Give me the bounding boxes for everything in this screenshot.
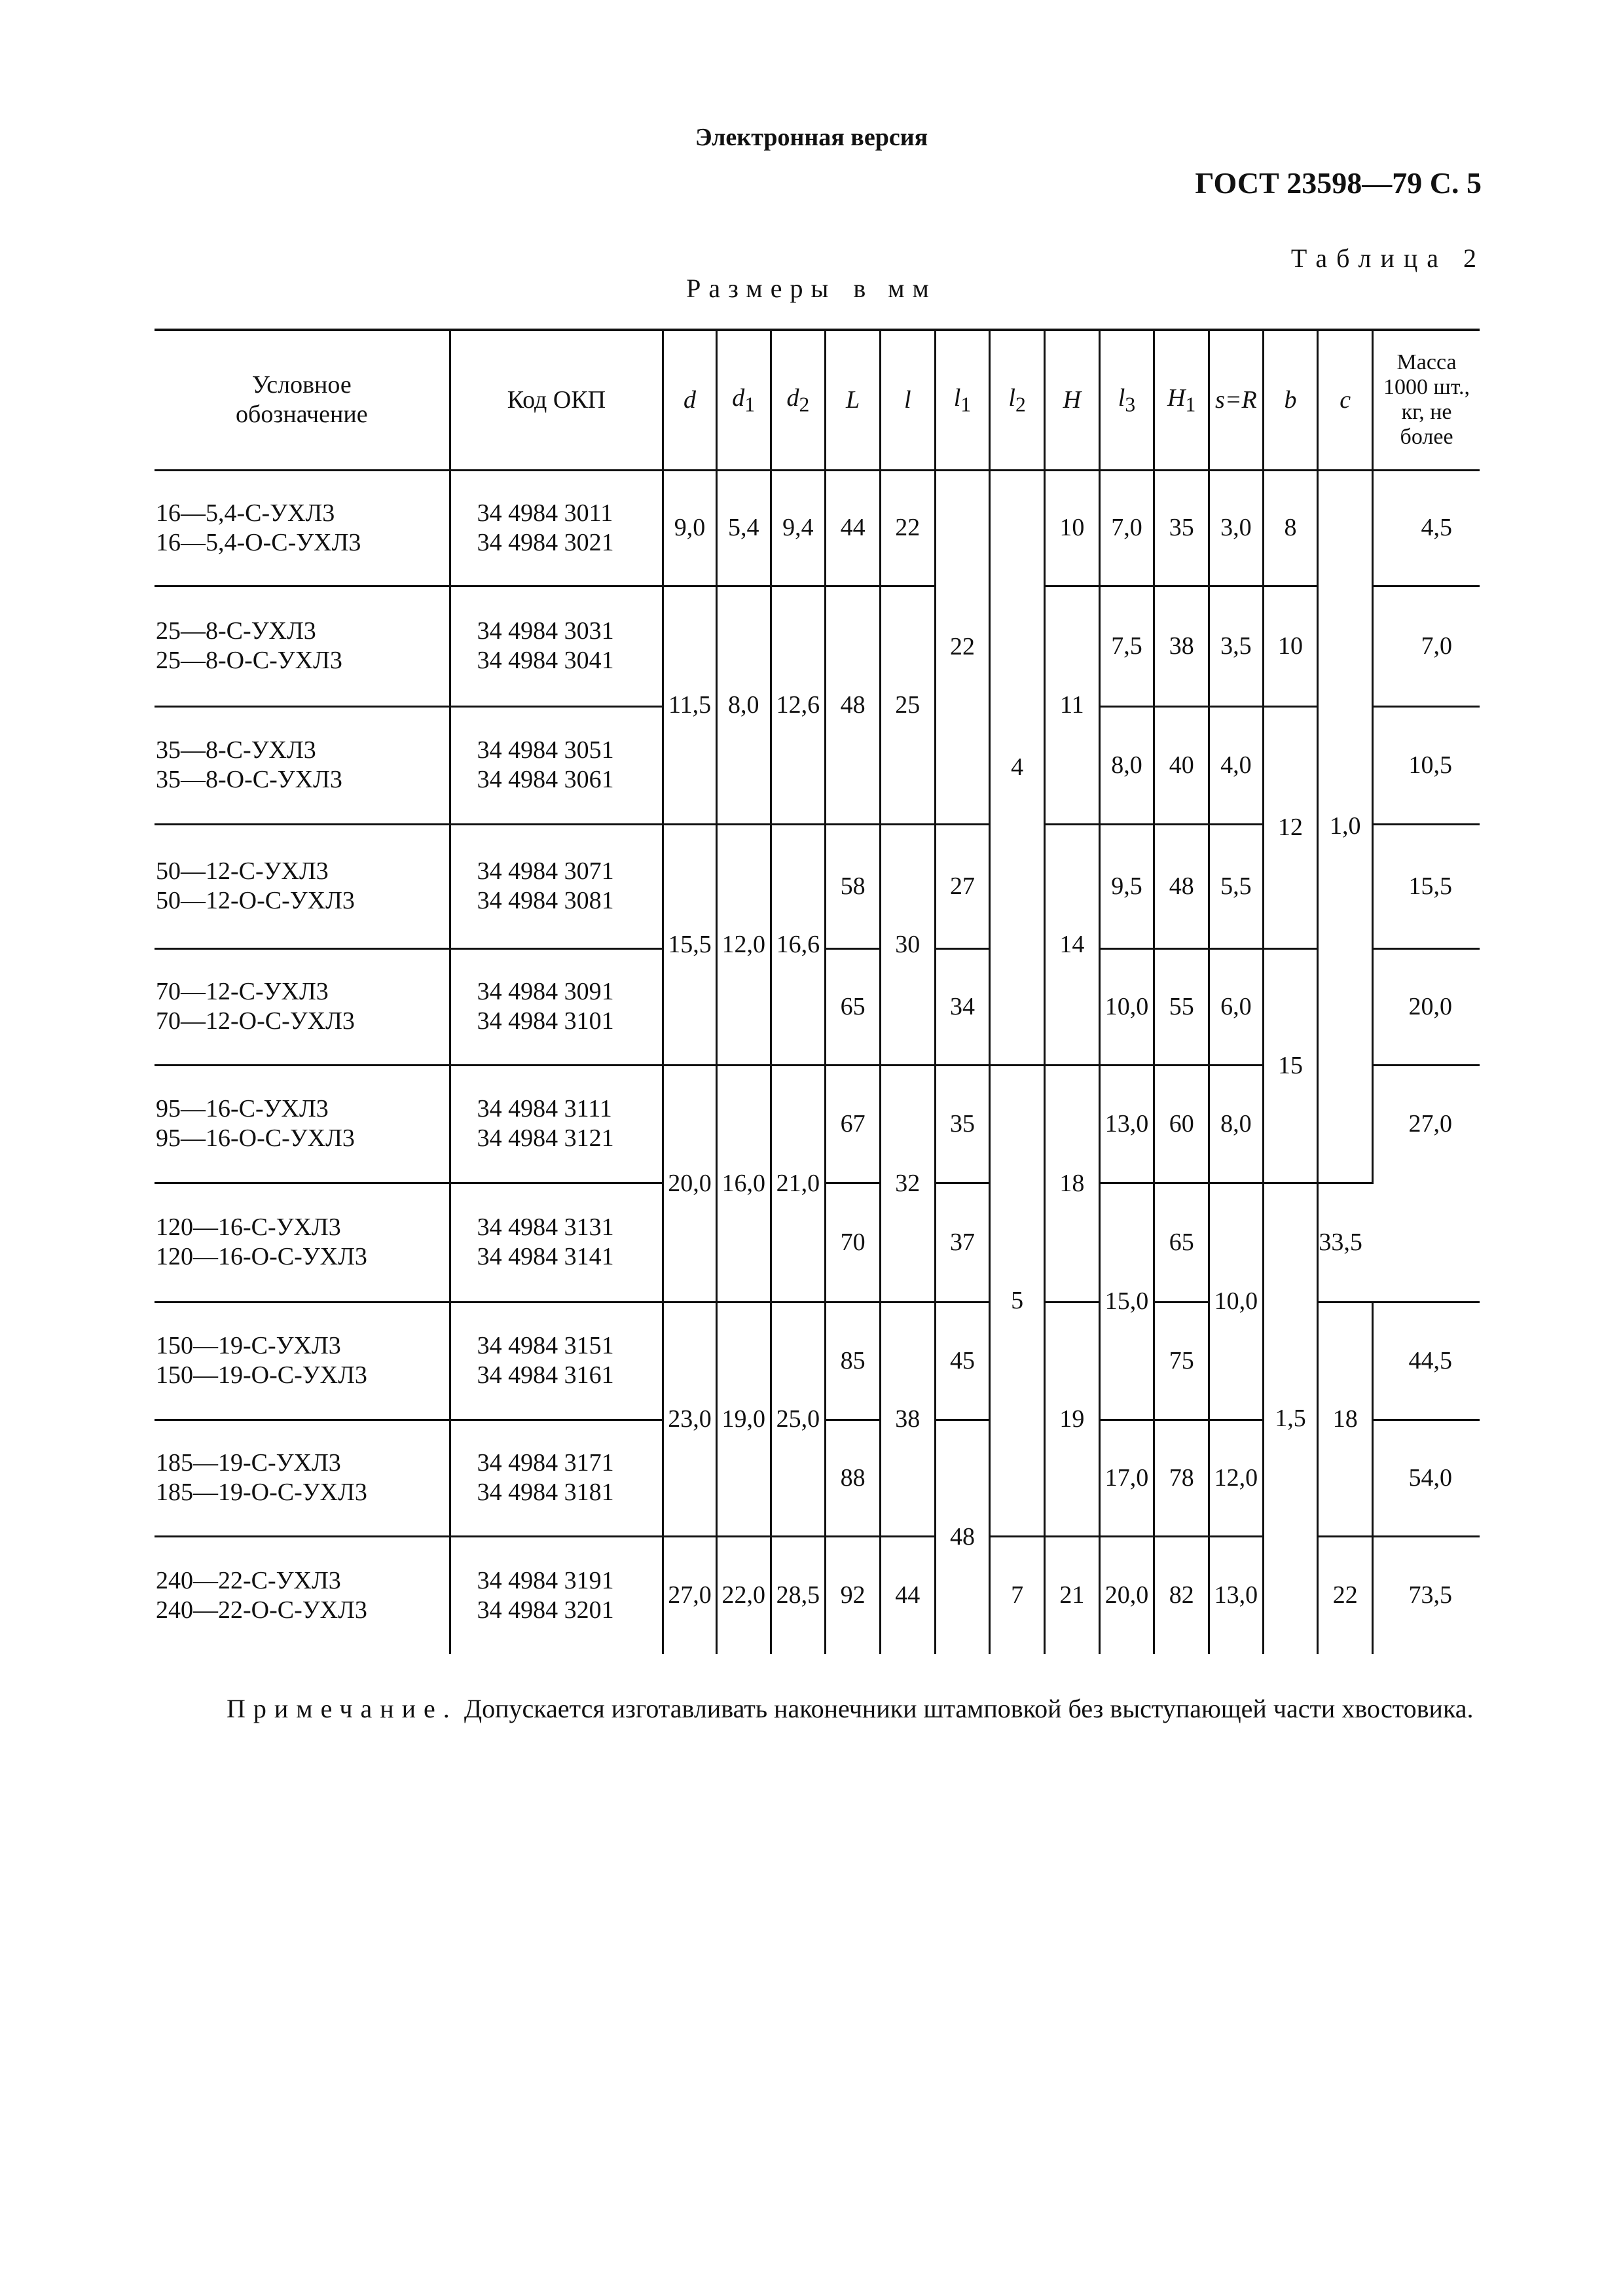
d-cell: 15,5 bbox=[663, 824, 717, 1065]
d-cell: 11,5 bbox=[663, 586, 717, 824]
designation-cell: 70—12-С-УХЛ3 70—12-О-С-УХЛ3 bbox=[155, 948, 450, 1065]
sizes-caption: Размеры в мм bbox=[686, 274, 937, 303]
l3-cell: 7,5 bbox=[1099, 586, 1154, 706]
col-header-mass: Масса 1000 шт., кг, не более bbox=[1373, 330, 1480, 470]
okp-cell: 34 4984 3111 34 4984 3121 bbox=[450, 1065, 663, 1183]
L-cell: 92 bbox=[826, 1536, 881, 1654]
table-note bbox=[155, 1692, 1480, 1726]
d2-cell: 28,5 bbox=[771, 1536, 826, 1654]
mass-cell: 4,5 bbox=[1373, 470, 1480, 586]
b-cell: 10 bbox=[1263, 586, 1318, 706]
mass-cell: 7,0 bbox=[1373, 586, 1480, 706]
col-header-d1: $d_1$ bbox=[716, 330, 771, 470]
d2-cell: 9,4 bbox=[771, 470, 826, 586]
s-r-cell: 10,0 bbox=[1209, 1183, 1264, 1420]
s-r-cell: 6,0 bbox=[1209, 948, 1264, 1065]
l-cell: 44 bbox=[880, 1536, 935, 1654]
H-cell: 11 bbox=[1044, 586, 1099, 824]
s-r-cell: 13,0 bbox=[1209, 1536, 1264, 1654]
L-cell: 48 bbox=[826, 586, 881, 824]
d1-cell: 5,4 bbox=[716, 470, 771, 586]
mass-cell: 27,0 bbox=[1373, 1065, 1480, 1183]
mass-cell: 44,5 bbox=[1373, 1302, 1480, 1420]
l1-cell: 22 bbox=[935, 470, 990, 824]
H-cell: 10 bbox=[1044, 470, 1099, 586]
d1-cell: 8,0 bbox=[716, 586, 771, 824]
okp-cell: 34 4984 3191 34 4984 3201 bbox=[450, 1536, 663, 1654]
l1-cell: 34 bbox=[935, 948, 990, 1065]
d2-cell: 21,0 bbox=[771, 1065, 826, 1302]
d-cell: 23,0 bbox=[663, 1302, 717, 1536]
b-cell: 22 bbox=[1318, 1536, 1373, 1654]
L-cell: 85 bbox=[826, 1302, 881, 1420]
designation-cell: 25—8-С-УХЛ3 25—8-О-С-УХЛ3 bbox=[155, 586, 450, 706]
l3-cell: 10,0 bbox=[1099, 948, 1154, 1065]
d-cell: 20,0 bbox=[663, 1065, 717, 1302]
col-header-designation: Условное обозначение bbox=[155, 330, 450, 470]
mass-cell: 54,0 bbox=[1373, 1420, 1480, 1536]
l3-cell: 7,0 bbox=[1099, 470, 1154, 586]
l3-cell: 15,0 bbox=[1099, 1183, 1154, 1420]
s-r-cell: 3,0 bbox=[1209, 470, 1264, 586]
l2-cell: 5 bbox=[990, 1065, 1045, 1536]
s-r-cell: 5,5 bbox=[1209, 824, 1264, 948]
designation-cell: 95—16-С-УХЛ3 95—16-О-С-УХЛ3 bbox=[155, 1065, 450, 1183]
l3-cell: 8,0 bbox=[1099, 706, 1154, 824]
L-cell: 67 bbox=[826, 1065, 881, 1183]
L-cell: 70 bbox=[826, 1183, 881, 1302]
col-header-d2: $d_2$ bbox=[771, 330, 826, 470]
H-cell: 14 bbox=[1044, 824, 1099, 1065]
H1-cell: 60 bbox=[1154, 1065, 1209, 1183]
col-header-d: d bbox=[663, 330, 717, 470]
H-cell: 21 bbox=[1044, 1536, 1099, 1654]
H1-cell: 48 bbox=[1154, 824, 1209, 948]
designation-cell: 16—5,4-С-УХЛ3 16—5,4-О-С-УХЛ3 bbox=[156, 499, 361, 556]
b-cell: 12 bbox=[1263, 706, 1318, 948]
table-header-row bbox=[155, 330, 1480, 470]
mass-cell: 33,5 bbox=[1318, 1183, 1373, 1302]
l2-cell: 4 bbox=[990, 470, 1045, 1065]
L-cell: 44 bbox=[826, 470, 881, 586]
note-text: Допускается изготавливать наконечники штамповкой без выступающей части хвостовика. bbox=[464, 1694, 1474, 1723]
table-number-label: Таблица 2 bbox=[1290, 243, 1486, 273]
l3-cell: 20,0 bbox=[1099, 1536, 1154, 1654]
s-r-cell: 12,0 bbox=[1209, 1420, 1264, 1536]
l1-cell: 37 bbox=[935, 1183, 990, 1302]
l1-cell: 35 bbox=[935, 1065, 990, 1183]
mass-cell: 10,5 bbox=[1373, 706, 1480, 824]
b-cell: 8 bbox=[1263, 470, 1318, 586]
d2-cell: 16,6 bbox=[771, 824, 826, 1065]
okp-cell: 34 4984 3011 34 4984 3021 bbox=[450, 470, 663, 586]
col-header-c: c bbox=[1318, 330, 1373, 470]
col-header-s-r: s=R bbox=[1209, 330, 1264, 470]
designation-cell: 150—19-С-УХЛ3 150—19-О-С-УХЛ3 bbox=[155, 1302, 450, 1420]
okp-cell: 34 4984 3131 34 4984 3141 bbox=[450, 1183, 663, 1302]
b-cell: 18 bbox=[1318, 1302, 1373, 1536]
col-header-l: l bbox=[880, 330, 935, 470]
l-cell: 22 bbox=[880, 470, 935, 586]
table-row bbox=[155, 470, 1480, 586]
l1-cell: 45 bbox=[935, 1302, 990, 1420]
col-header-b: b bbox=[1263, 330, 1318, 470]
okp-cell: 34 4984 3051 34 4984 3061 bbox=[450, 706, 663, 824]
col-header-l1: $l_1$ bbox=[935, 330, 990, 470]
okp-cell: 34 4984 3031 34 4984 3041 bbox=[450, 586, 663, 706]
l2-cell: 7 bbox=[990, 1536, 1045, 1654]
H1-cell: 78 bbox=[1154, 1420, 1209, 1536]
col-header-l2: $l_2$ bbox=[990, 330, 1045, 470]
col-header-L: L bbox=[826, 330, 881, 470]
s-r-cell: 8,0 bbox=[1209, 1065, 1264, 1183]
H1-cell: 38 bbox=[1154, 586, 1209, 706]
l-cell: 25 bbox=[880, 586, 935, 824]
d2-cell: 12,6 bbox=[771, 586, 826, 824]
l3-cell: 13,0 bbox=[1099, 1065, 1154, 1183]
l3-cell: 17,0 bbox=[1099, 1420, 1154, 1536]
col-header-okp: Код ОКП bbox=[450, 330, 663, 470]
H-cell: 18 bbox=[1044, 1065, 1099, 1302]
dimensions-table bbox=[155, 329, 1480, 1654]
okp-cell: 34 4984 3171 34 4984 3181 bbox=[450, 1420, 663, 1536]
l-cell: 38 bbox=[880, 1302, 935, 1536]
H1-cell: 40 bbox=[1154, 706, 1209, 824]
okp-cell: 34 4984 3151 34 4984 3161 bbox=[450, 1302, 663, 1420]
d1-cell: 19,0 bbox=[716, 1302, 771, 1536]
gost-page-header: ГОСТ 23598—79 С. 5 bbox=[1195, 166, 1482, 200]
l-cell: 30 bbox=[880, 824, 935, 1065]
d1-cell: 16,0 bbox=[716, 1065, 771, 1302]
l1-cell: 48 bbox=[935, 1420, 990, 1654]
c-cell: 1,5 bbox=[1263, 1183, 1318, 1654]
mass-cell: 15,5 bbox=[1373, 824, 1480, 948]
col-header-l3: $l_3$ bbox=[1099, 330, 1154, 470]
designation-cell: 35—8-С-УХЛ3 35—8-О-С-УХЛ3 bbox=[155, 706, 450, 824]
H1-cell: 65 bbox=[1154, 1183, 1209, 1302]
electronic-version-label: Электронная версия bbox=[695, 124, 928, 151]
d1-cell: 12,0 bbox=[716, 824, 771, 1065]
col-header-H1: $H_1$ bbox=[1154, 330, 1209, 470]
mass-cell: 73,5 bbox=[1373, 1536, 1480, 1654]
L-cell: 58 bbox=[826, 824, 881, 948]
H1-cell: 75 bbox=[1154, 1302, 1209, 1420]
d-cell: 27,0 bbox=[663, 1536, 717, 1654]
note-label: Примечание. bbox=[227, 1694, 458, 1723]
designation-cell: 50—12-С-УХЛ3 50—12-О-С-УХЛ3 bbox=[155, 824, 450, 948]
col-header-H: H bbox=[1044, 330, 1099, 470]
H1-cell: 55 bbox=[1154, 948, 1209, 1065]
H-cell: 19 bbox=[1044, 1302, 1099, 1536]
mass-cell: 20,0 bbox=[1373, 948, 1480, 1065]
H1-cell: 82 bbox=[1154, 1536, 1209, 1654]
designation-cell: 240—22-С-УХЛ3 240—22-О-С-УХЛ3 bbox=[155, 1536, 450, 1654]
d-cell: 9,0 bbox=[663, 470, 717, 586]
L-cell: 88 bbox=[826, 1420, 881, 1536]
okp-cell: 34 4984 3091 34 4984 3101 bbox=[450, 948, 663, 1065]
L-cell: 65 bbox=[826, 948, 881, 1065]
designation-cell: 120—16-С-УХЛ3 120—16-О-С-УХЛ3 bbox=[155, 1183, 450, 1302]
d2-cell: 25,0 bbox=[771, 1302, 826, 1536]
l1-cell: 27 bbox=[935, 824, 990, 948]
table-row bbox=[155, 586, 1480, 706]
l3-cell: 9,5 bbox=[1099, 824, 1154, 948]
s-r-cell: 3,5 bbox=[1209, 586, 1264, 706]
okp-cell: 34 4984 3071 34 4984 3081 bbox=[450, 824, 663, 948]
l-cell: 32 bbox=[880, 1065, 935, 1302]
d1-cell: 22,0 bbox=[716, 1536, 771, 1654]
b-cell: 15 bbox=[1263, 948, 1318, 1183]
c-cell: 1,0 bbox=[1318, 470, 1373, 1183]
designation-cell: 185—19-С-УХЛ3 185—19-О-С-УХЛ3 bbox=[155, 1420, 450, 1536]
s-r-cell: 4,0 bbox=[1209, 706, 1264, 824]
H1-cell: 35 bbox=[1154, 470, 1209, 586]
